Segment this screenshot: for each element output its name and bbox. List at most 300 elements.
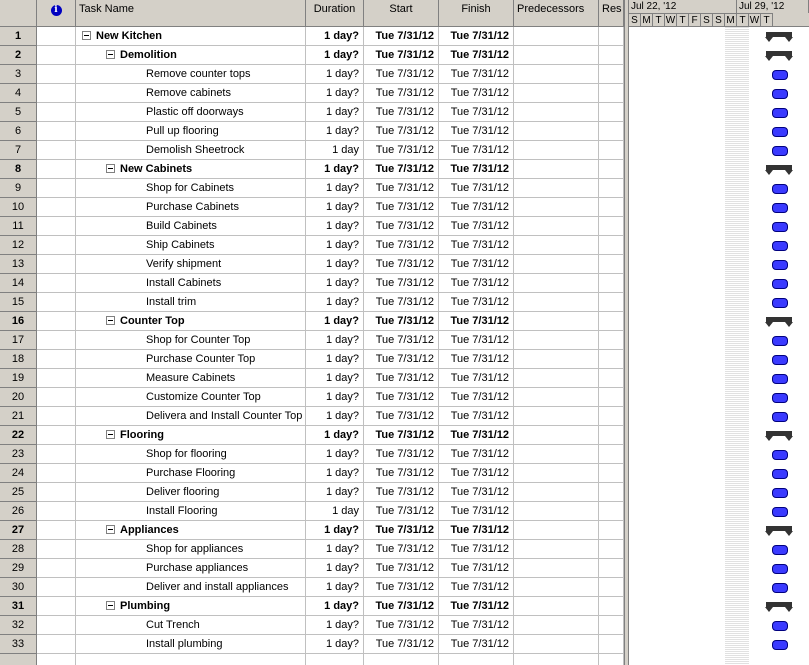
table-row[interactable] [0,27,624,46]
task-name-cell[interactable] [76,407,306,426]
row-id[interactable]: 10 [0,198,37,217]
table-row[interactable] [0,103,624,122]
start-cell[interactable]: Tue 7/31/12 [364,122,439,141]
task-name-cell[interactable] [76,198,306,217]
gantt-chart[interactable] [629,0,809,665]
row-id[interactable]: 5 [0,103,37,122]
table-row[interactable] [0,84,624,103]
finish-cell[interactable]: Tue 7/31/12 [439,597,514,616]
task-name-cell[interactable] [76,141,306,160]
row-id[interactable]: 12 [0,236,37,255]
predecessors-cell[interactable] [514,27,599,46]
predecessors-cell[interactable] [514,502,599,521]
start-cell[interactable]: Tue 7/31/12 [364,236,439,255]
finish-cell[interactable]: Tue 7/31/12 [439,103,514,122]
row-id[interactable]: 33 [0,635,37,654]
duration-cell[interactable]: 1 day? [306,27,364,46]
resources-cell[interactable] [599,122,624,141]
finish-cell[interactable]: Tue 7/31/12 [439,483,514,502]
start-cell[interactable]: Tue 7/31/12 [364,331,439,350]
duration-cell[interactable]: 1 day? [306,578,364,597]
row-id[interactable]: 6 [0,122,37,141]
table-row[interactable] [0,559,624,578]
table-row[interactable] [0,445,624,464]
predecessors-cell[interactable] [514,388,599,407]
start-cell[interactable]: Tue 7/31/12 [364,445,439,464]
duration-cell[interactable]: 1 day? [306,350,364,369]
predecessors-cell[interactable] [514,331,599,350]
duration-cell[interactable]: 1 day? [306,426,364,445]
predecessors-cell[interactable] [514,312,599,331]
resources-cell[interactable] [599,46,624,65]
task-name-cell[interactable] [76,179,306,198]
start-cell[interactable]: Tue 7/31/12 [364,635,439,654]
predecessors-cell[interactable] [514,426,599,445]
summary-bar[interactable] [766,165,792,170]
start-cell[interactable]: Tue 7/31/12 [364,388,439,407]
summary-bar[interactable] [766,602,792,607]
finish-cell[interactable]: Tue 7/31/12 [439,407,514,426]
summary-bar[interactable] [766,431,792,436]
resources-cell[interactable] [599,179,624,198]
resources-cell[interactable] [599,141,624,160]
row-id[interactable]: 23 [0,445,37,464]
collapse-toggle-icon[interactable] [106,430,115,439]
table-row[interactable] [0,483,624,502]
predecessors-cell[interactable] [514,559,599,578]
resources-cell[interactable] [599,27,624,46]
task-bar[interactable] [772,146,788,156]
finish-cell[interactable]: Tue 7/31/12 [439,369,514,388]
finish-cell[interactable]: Tue 7/31/12 [439,521,514,540]
predecessors-cell[interactable] [514,293,599,312]
table-row[interactable] [0,426,624,445]
table-row[interactable] [0,293,624,312]
duration-cell[interactable]: 1 day? [306,597,364,616]
finish-cell[interactable]: Tue 7/31/12 [439,141,514,160]
predecessors-cell[interactable] [514,578,599,597]
resources-cell[interactable] [599,521,624,540]
resources-cell[interactable] [599,293,624,312]
duration-cell[interactable]: 1 day [306,502,364,521]
table-row[interactable] [0,578,624,597]
finish-cell[interactable]: Tue 7/31/12 [439,635,514,654]
task-bar[interactable] [772,583,788,593]
duration-cell[interactable]: 1 day? [306,445,364,464]
finish-cell[interactable]: Tue 7/31/12 [439,502,514,521]
finish-cell[interactable]: Tue 7/31/12 [439,616,514,635]
header-resources[interactable]: Res [599,0,624,27]
predecessors-cell[interactable] [514,654,599,665]
table-row[interactable] [0,502,624,521]
start-cell[interactable]: Tue 7/31/12 [364,407,439,426]
start-cell[interactable]: Tue 7/31/12 [364,559,439,578]
collapse-toggle-icon[interactable] [106,525,115,534]
table-row[interactable] [0,255,624,274]
resources-cell[interactable] [599,331,624,350]
start-cell[interactable]: Tue 7/31/12 [364,312,439,331]
finish-cell[interactable]: Tue 7/31/12 [439,445,514,464]
row-id[interactable] [0,654,37,665]
table-row-empty[interactable] [0,654,624,665]
row-id[interactable]: 27 [0,521,37,540]
predecessors-cell[interactable] [514,274,599,293]
table-row[interactable] [0,407,624,426]
task-name-cell[interactable] [76,635,306,654]
duration-cell[interactable]: 1 day? [306,483,364,502]
task-bar[interactable] [772,203,788,213]
table-row[interactable] [0,217,624,236]
table-row[interactable] [0,46,624,65]
resources-cell[interactable] [599,616,624,635]
task-bar[interactable] [772,279,788,289]
resources-cell[interactable] [599,559,624,578]
row-id[interactable]: 11 [0,217,37,236]
task-name-cell[interactable] [76,578,306,597]
row-id[interactable]: 18 [0,350,37,369]
task-name-cell[interactable] [76,521,306,540]
table-row[interactable] [0,464,624,483]
start-cell[interactable]: Tue 7/31/12 [364,616,439,635]
start-cell[interactable]: Tue 7/31/12 [364,217,439,236]
finish-cell[interactable]: Tue 7/31/12 [439,559,514,578]
start-cell[interactable]: Tue 7/31/12 [364,426,439,445]
predecessors-cell[interactable] [514,464,599,483]
task-name-cell[interactable] [76,255,306,274]
duration-cell[interactable]: 1 day? [306,236,364,255]
task-name-cell[interactable] [76,103,306,122]
predecessors-cell[interactable] [514,635,599,654]
row-id[interactable]: 28 [0,540,37,559]
summary-bar[interactable] [766,32,792,37]
task-name-cell[interactable] [76,331,306,350]
finish-cell[interactable]: Tue 7/31/12 [439,578,514,597]
table-row[interactable] [0,635,624,654]
table-row[interactable] [0,521,624,540]
summary-bar[interactable] [766,51,792,56]
task-name-cell[interactable] [76,445,306,464]
start-cell[interactable]: Tue 7/31/12 [364,160,439,179]
task-bar[interactable] [772,450,788,460]
duration-cell[interactable]: 1 day? [306,635,364,654]
finish-cell[interactable]: Tue 7/31/12 [439,160,514,179]
resources-cell[interactable] [599,160,624,179]
row-id[interactable]: 4 [0,84,37,103]
collapse-toggle-icon[interactable] [82,31,91,40]
summary-bar[interactable] [766,317,792,322]
duration-cell[interactable]: 1 day? [306,540,364,559]
summary-bar[interactable] [766,526,792,531]
predecessors-cell[interactable] [514,217,599,236]
finish-cell[interactable]: Tue 7/31/12 [439,122,514,141]
start-cell[interactable]: Tue 7/31/12 [364,521,439,540]
finish-cell[interactable]: Tue 7/31/12 [439,198,514,217]
duration-cell[interactable]: 1 day? [306,312,364,331]
resources-cell[interactable] [599,236,624,255]
task-bar[interactable] [772,89,788,99]
duration-cell[interactable]: 1 day? [306,179,364,198]
start-cell[interactable]: Tue 7/31/12 [364,293,439,312]
row-id[interactable]: 16 [0,312,37,331]
resources-cell[interactable] [599,426,624,445]
header-start[interactable]: Start [364,0,439,27]
task-name-cell[interactable] [76,236,306,255]
start-cell[interactable]: Tue 7/31/12 [364,46,439,65]
row-id[interactable]: 9 [0,179,37,198]
task-name-cell[interactable] [76,274,306,293]
predecessors-cell[interactable] [514,350,599,369]
collapse-toggle-icon[interactable] [106,50,115,59]
predecessors-cell[interactable] [514,445,599,464]
task-bar[interactable] [772,640,788,650]
task-bar[interactable] [772,241,788,251]
task-name-cell[interactable] [76,65,306,84]
task-bar[interactable] [772,488,788,498]
predecessors-cell[interactable] [514,236,599,255]
finish-cell[interactable]: Tue 7/31/12 [439,312,514,331]
duration-cell[interactable]: 1 day? [306,274,364,293]
predecessors-cell[interactable] [514,160,599,179]
table-row[interactable] [0,122,624,141]
duration-cell[interactable]: 1 day? [306,331,364,350]
collapse-toggle-icon[interactable] [106,316,115,325]
task-name-cell[interactable] [76,369,306,388]
resources-cell[interactable] [599,578,624,597]
predecessors-cell[interactable] [514,103,599,122]
task-bar[interactable] [772,412,788,422]
start-cell[interactable] [364,654,439,665]
finish-cell[interactable]: Tue 7/31/12 [439,255,514,274]
duration-cell[interactable]: 1 day [306,141,364,160]
predecessors-cell[interactable] [514,198,599,217]
table-row[interactable] [0,236,624,255]
table-row[interactable] [0,179,624,198]
task-name-cell[interactable] [76,426,306,445]
task-bar[interactable] [772,469,788,479]
table-row[interactable] [0,65,624,84]
header-predecessors[interactable]: Predecessors [514,0,599,27]
row-id[interactable]: 25 [0,483,37,502]
table-row[interactable] [0,369,624,388]
task-name-cell[interactable] [76,84,306,103]
task-bar[interactable] [772,507,788,517]
table-row[interactable] [0,597,624,616]
finish-cell[interactable]: Tue 7/31/12 [439,293,514,312]
start-cell[interactable]: Tue 7/31/12 [364,141,439,160]
row-id[interactable]: 14 [0,274,37,293]
task-bar[interactable] [772,621,788,631]
row-id[interactable]: 15 [0,293,37,312]
row-id[interactable]: 30 [0,578,37,597]
duration-cell[interactable]: 1 day? [306,122,364,141]
task-bar[interactable] [772,260,788,270]
duration-cell[interactable]: 1 day? [306,198,364,217]
resources-cell[interactable] [599,388,624,407]
header-duration[interactable]: Duration [306,0,364,27]
finish-cell[interactable] [439,654,514,665]
duration-cell[interactable]: 1 day? [306,464,364,483]
finish-cell[interactable]: Tue 7/31/12 [439,426,514,445]
finish-cell[interactable]: Tue 7/31/12 [439,331,514,350]
duration-cell[interactable]: 1 day? [306,255,364,274]
duration-cell[interactable]: 1 day? [306,521,364,540]
resources-cell[interactable] [599,597,624,616]
task-name-cell[interactable] [76,27,306,46]
table-row[interactable] [0,350,624,369]
start-cell[interactable]: Tue 7/31/12 [364,464,439,483]
resources-cell[interactable] [599,483,624,502]
collapse-toggle-icon[interactable] [106,164,115,173]
table-row[interactable] [0,331,624,350]
task-name-cell[interactable] [76,597,306,616]
duration-cell[interactable]: 1 day? [306,559,364,578]
start-cell[interactable]: Tue 7/31/12 [364,540,439,559]
predecessors-cell[interactable] [514,483,599,502]
predecessors-cell[interactable] [514,616,599,635]
duration-cell[interactable]: 1 day? [306,407,364,426]
task-name-cell[interactable] [76,388,306,407]
resources-cell[interactable] [599,635,624,654]
task-name-cell[interactable] [76,160,306,179]
row-id[interactable]: 31 [0,597,37,616]
task-bar[interactable] [772,393,788,403]
task-name-cell[interactable] [76,293,306,312]
predecessors-cell[interactable] [514,179,599,198]
row-id[interactable]: 32 [0,616,37,635]
resources-cell[interactable] [599,464,624,483]
table-row[interactable] [0,198,624,217]
task-bar[interactable] [772,184,788,194]
start-cell[interactable]: Tue 7/31/12 [364,27,439,46]
task-name-cell[interactable] [76,312,306,331]
task-name-cell[interactable] [76,616,306,635]
task-bar[interactable] [772,545,788,555]
finish-cell[interactable]: Tue 7/31/12 [439,217,514,236]
task-name-cell[interactable] [76,350,306,369]
row-id[interactable]: 19 [0,369,37,388]
row-id[interactable]: 3 [0,65,37,84]
task-bar[interactable] [772,298,788,308]
collapse-toggle-icon[interactable] [106,601,115,610]
finish-cell[interactable]: Tue 7/31/12 [439,540,514,559]
start-cell[interactable]: Tue 7/31/12 [364,483,439,502]
table-row[interactable] [0,312,624,331]
task-name-cell[interactable] [76,46,306,65]
row-id[interactable]: 8 [0,160,37,179]
header-task-name[interactable]: Task Name [76,0,306,27]
finish-cell[interactable]: Tue 7/31/12 [439,65,514,84]
predecessors-cell[interactable] [514,597,599,616]
finish-cell[interactable]: Tue 7/31/12 [439,27,514,46]
start-cell[interactable]: Tue 7/31/12 [364,274,439,293]
task-name-cell[interactable] [76,540,306,559]
task-name-cell[interactable] [76,502,306,521]
predecessors-cell[interactable] [514,407,599,426]
predecessors-cell[interactable] [514,540,599,559]
predecessors-cell[interactable] [514,65,599,84]
start-cell[interactable]: Tue 7/31/12 [364,255,439,274]
header-row-id[interactable] [0,0,37,27]
resources-cell[interactable] [599,654,624,665]
row-id[interactable]: 7 [0,141,37,160]
predecessors-cell[interactable] [514,255,599,274]
start-cell[interactable]: Tue 7/31/12 [364,350,439,369]
task-bar[interactable] [772,108,788,118]
table-row[interactable] [0,388,624,407]
task-name-cell[interactable] [76,122,306,141]
predecessors-cell[interactable] [514,122,599,141]
resources-cell[interactable] [599,312,624,331]
predecessors-cell[interactable] [514,369,599,388]
resources-cell[interactable] [599,103,624,122]
predecessors-cell[interactable] [514,46,599,65]
row-id[interactable]: 20 [0,388,37,407]
finish-cell[interactable]: Tue 7/31/12 [439,464,514,483]
duration-cell[interactable]: 1 day? [306,217,364,236]
duration-cell[interactable]: 1 day? [306,46,364,65]
row-id[interactable]: 21 [0,407,37,426]
resources-cell[interactable] [599,217,624,236]
resources-cell[interactable] [599,369,624,388]
resources-cell[interactable] [599,84,624,103]
finish-cell[interactable]: Tue 7/31/12 [439,274,514,293]
start-cell[interactable]: Tue 7/31/12 [364,198,439,217]
resources-cell[interactable] [599,407,624,426]
task-name-cell[interactable] [76,464,306,483]
task-bar[interactable] [772,222,788,232]
duration-cell[interactable]: 1 day? [306,160,364,179]
resources-cell[interactable] [599,502,624,521]
row-id[interactable]: 22 [0,426,37,445]
resources-cell[interactable] [599,198,624,217]
task-name-cell[interactable] [76,217,306,236]
start-cell[interactable]: Tue 7/31/12 [364,597,439,616]
finish-cell[interactable]: Tue 7/31/12 [439,46,514,65]
resources-cell[interactable] [599,255,624,274]
task-bar[interactable] [772,564,788,574]
task-bar[interactable] [772,355,788,365]
start-cell[interactable]: Tue 7/31/12 [364,578,439,597]
duration-cell[interactable]: 1 day? [306,84,364,103]
row-id[interactable]: 2 [0,46,37,65]
task-bar[interactable] [772,127,788,137]
row-id[interactable]: 24 [0,464,37,483]
start-cell[interactable]: Tue 7/31/12 [364,369,439,388]
row-id[interactable]: 1 [0,27,37,46]
resources-cell[interactable] [599,350,624,369]
table-row[interactable] [0,274,624,293]
duration-cell[interactable]: 1 day? [306,388,364,407]
duration-cell[interactable]: 1 day? [306,293,364,312]
predecessors-cell[interactable] [514,84,599,103]
start-cell[interactable]: Tue 7/31/12 [364,65,439,84]
task-bar[interactable] [772,70,788,80]
predecessors-cell[interactable] [514,141,599,160]
table-row[interactable] [0,616,624,635]
row-id[interactable]: 13 [0,255,37,274]
finish-cell[interactable]: Tue 7/31/12 [439,179,514,198]
task-bar[interactable] [772,336,788,346]
header-finish[interactable]: Finish [439,0,514,27]
resources-cell[interactable] [599,65,624,84]
resources-cell[interactable] [599,274,624,293]
row-id[interactable]: 17 [0,331,37,350]
duration-cell[interactable]: 1 day? [306,616,364,635]
start-cell[interactable]: Tue 7/31/12 [364,103,439,122]
header-indicators[interactable] [37,0,76,27]
task-name-cell[interactable] [76,654,306,665]
duration-cell[interactable] [306,654,364,665]
